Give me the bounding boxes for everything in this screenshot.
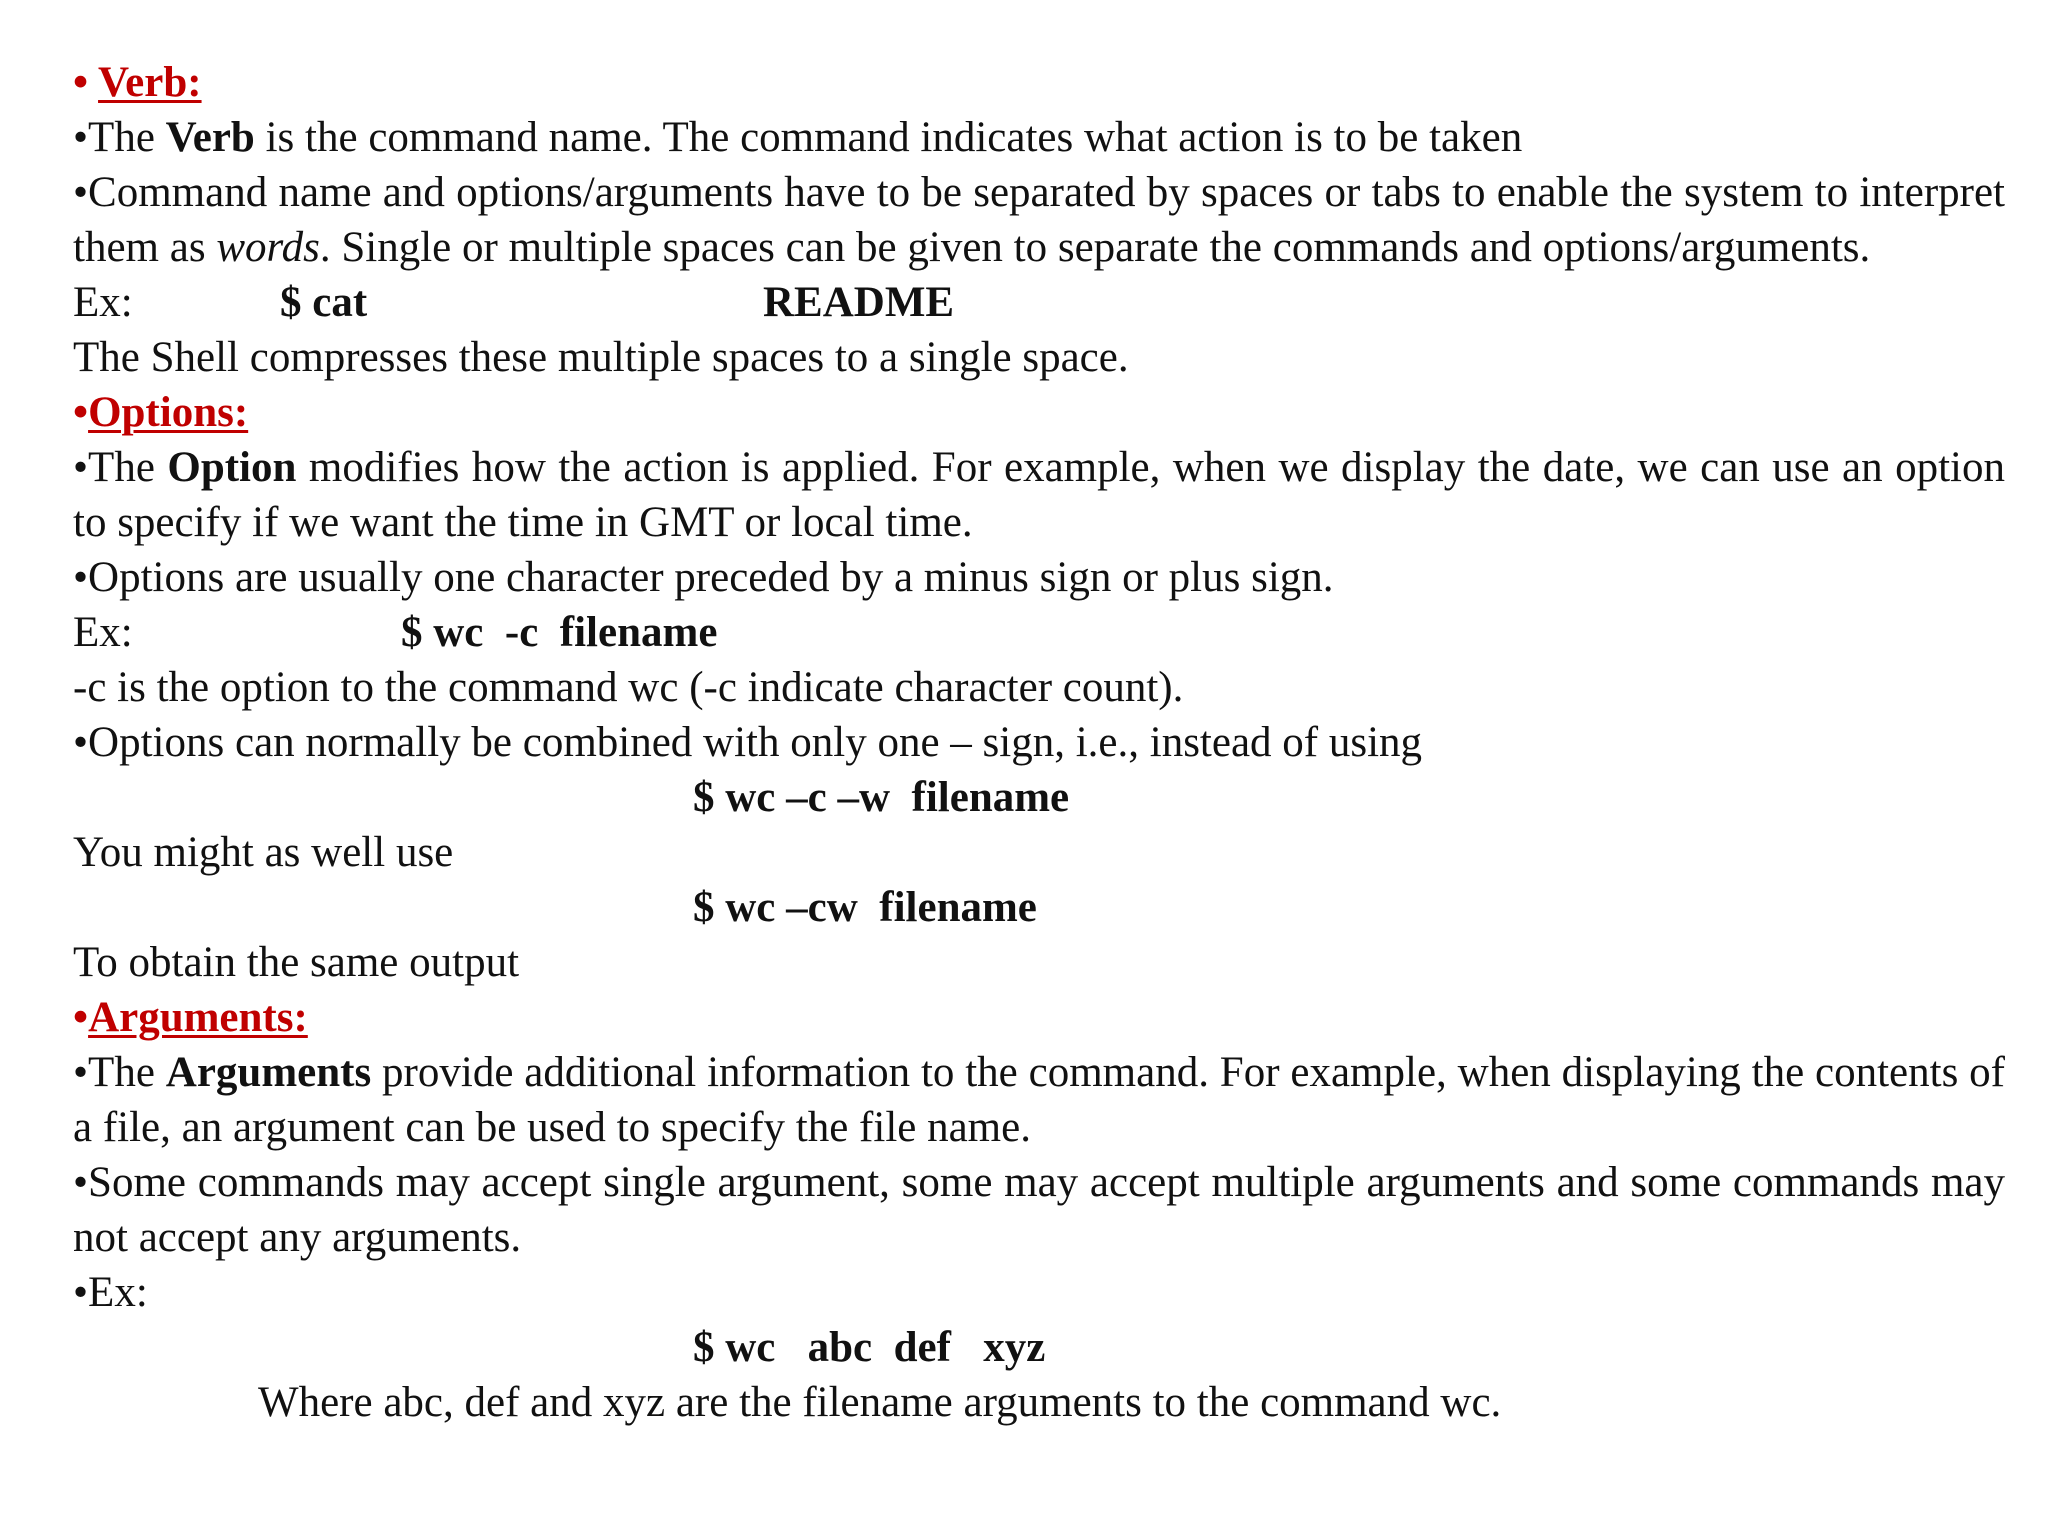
verb-line-1-bold: Verb [165, 114, 255, 161]
options-heading [73, 385, 2005, 440]
verb-line-1-post: is the command name. The command indicates what action is to be taken [254, 114, 1523, 161]
verb-para-2-italic: words [216, 224, 320, 271]
options-example [73, 605, 2005, 660]
arguments-note: Where abc, def and xyz are the filename arguments to the command wc. [258, 1379, 1502, 1426]
options-line-2: •Options are usually one character preceded by a minus sign or plus sign. [73, 554, 1334, 601]
options-command-b: $ wc –cw filename [693, 884, 1037, 931]
verb-para-2-post: . Single or multiple spaces can be given to separate the commands and options/arguments. [319, 224, 1871, 271]
options-para-1-pre: •The [73, 444, 168, 491]
options-line-3: •Options can normally be combined with only one – sign, i.e., instead of using [73, 719, 1423, 766]
verb-example-argument: README [763, 279, 955, 326]
verb-para-2 [73, 165, 2005, 275]
verb-note: The Shell compresses these multiple spaces to a single space. [73, 334, 1129, 381]
verb-heading-bullet: • [73, 59, 89, 106]
arguments-heading-text: Arguments: [88, 994, 308, 1041]
arguments-para-1 [73, 1045, 2005, 1155]
options-para-1 [73, 440, 2005, 550]
arguments-heading-bullet: • [73, 994, 89, 1041]
verb-example [73, 275, 2005, 330]
verb-line-1-pre: •The [73, 114, 166, 161]
verb-example-label: Ex: [73, 279, 133, 326]
arguments-example-label: •Ex: [73, 1269, 148, 1316]
options-mid-text: You might as well use [73, 829, 454, 876]
options-para-1-post: modifies how the action is applied. For example, when we display the date, we can use an option to specify if we want the time in GMT or local time. [73, 444, 2005, 546]
options-example-label: Ex: [73, 609, 133, 656]
options-end-text: To obtain the same output [73, 939, 520, 986]
options-heading-text: Options: [88, 389, 249, 436]
arguments-heading [73, 990, 2005, 1045]
arguments-para-1-pre: •The [73, 1049, 166, 1096]
verb-line-1 [73, 110, 2005, 165]
verb-example-command: $ cat [280, 279, 368, 326]
slide-content [73, 55, 2005, 1430]
arguments-example-command: $ wc abc def xyz [693, 1324, 1046, 1371]
options-para-1-bold: Option [167, 444, 297, 491]
verb-heading [73, 55, 2005, 110]
verb-para-2-pre: •Command name and options/arguments have to be separated by spaces or tabs to enable the system to interpret them as [73, 169, 2005, 271]
arguments-para-1-bold: Arguments [165, 1049, 372, 1096]
verb-heading-text: Verb: [98, 59, 202, 106]
arguments-para-2: •Some commands may accept single argument, some may accept multiple arguments and some commands may not accept any arguments. [73, 1159, 2005, 1261]
options-heading-bullet: • [73, 389, 89, 436]
options-example-command: $ wc -c filename [401, 609, 718, 656]
options-command-a: $ wc –c –w filename [693, 774, 1070, 821]
options-note-1: -c is the option to the command wc (-c indicate character count). [73, 664, 1184, 711]
arguments-para-1-post: provide additional information to the command. For example, when displaying the contents of a file, an argument can be used to specify the file name. [73, 1049, 2005, 1151]
